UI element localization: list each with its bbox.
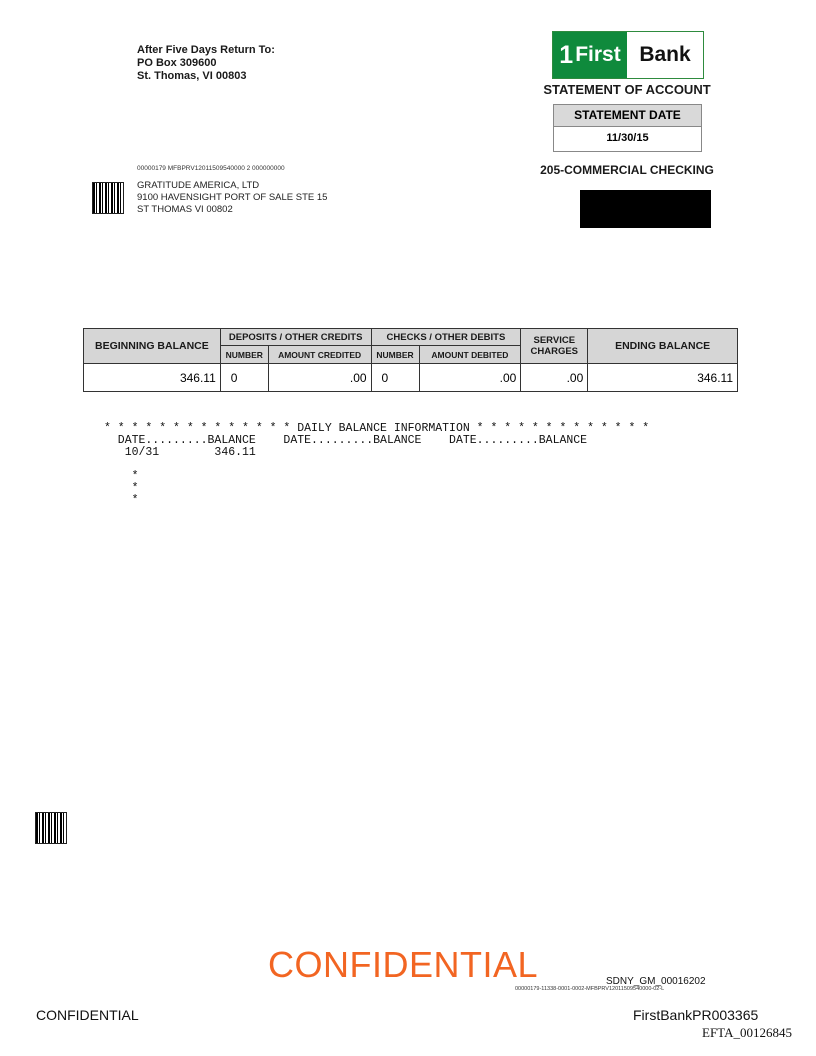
account-summary-table: [83, 328, 738, 392]
account-type: 205-COMMERCIAL CHECKING: [540, 163, 714, 177]
mailing-city: ST THOMAS VI 00802: [137, 204, 233, 215]
sdny-bates: SDNY_GM_00016202: [606, 976, 706, 987]
amount-credited-value: .00: [268, 364, 371, 392]
statement-date-label: STATEMENT DATE: [554, 105, 701, 127]
service-charges-header: SERVICE CHARGES: [521, 329, 588, 364]
mailing-name: GRATITUDE AMERICA, LTD: [137, 180, 260, 191]
amount-credited-header: AMOUNT CREDITED: [268, 346, 371, 364]
datamatrix-barcode-icon: [35, 812, 67, 844]
datamatrix-barcode-icon: [92, 182, 124, 214]
daily-balance-header: DATE.........BALANCE DATE.........BALANCE DATE.........BALANCE: [104, 434, 588, 447]
return-address-line3: St. Thomas, VI 00803: [137, 70, 247, 82]
firstbank-logo: [552, 31, 704, 79]
logo-bank: Bank: [639, 43, 691, 66]
deposits-number-header: NUMBER: [220, 346, 268, 364]
ending-balance-value: 346.11: [588, 364, 738, 392]
confidential-stamp: CONFIDENTIAL: [268, 944, 539, 985]
logo-bank-block: [627, 32, 703, 78]
table-row: [84, 364, 738, 392]
daily-balance-banner: * * * * * * * * * * * * * * DAILY BALANCE INFORMATION * * * * * * * * * * * * *: [104, 422, 650, 435]
logo-one: 1: [559, 40, 574, 69]
efta-number: EFTA_00126845: [702, 1025, 792, 1040]
daily-balance-section: [104, 423, 649, 507]
checks-number-value: 0: [371, 364, 419, 392]
sdny-sub-code: 00000179-11338-0001-0002-MFBPRV12011509540000-02-L: [515, 986, 665, 992]
checks-header: CHECKS / OTHER DEBITS: [371, 329, 521, 346]
logo-first-block: [553, 32, 627, 78]
statement-date-value: 11/30/15: [606, 132, 649, 144]
return-address: [137, 44, 275, 83]
deposits-number-value: 0: [220, 364, 268, 392]
return-address-line2: PO Box 309600: [137, 57, 217, 69]
confidential-label: CONFIDENTIAL: [36, 1007, 139, 1023]
beginning-balance-value: 346.11: [84, 364, 221, 392]
daily-balance-stars: * * *: [131, 470, 139, 507]
mailing-address: [137, 180, 327, 216]
statement-title: STATEMENT OF ACCOUNT: [543, 82, 711, 97]
beginning-balance-header: BEGINNING BALANCE: [84, 329, 221, 364]
mailing-street: 9100 HAVENSIGHT PORT OF SALE STE 15: [137, 192, 328, 203]
ending-balance-header: ENDING BALANCE: [588, 329, 738, 364]
daily-balance-row: 10/31 346.11: [104, 446, 256, 459]
amount-debited-value: .00: [419, 364, 521, 392]
amount-debited-header: AMOUNT DEBITED: [419, 346, 521, 364]
deposits-header: DEPOSITS / OTHER CREDITS: [220, 329, 371, 346]
statement-date-box: [553, 104, 702, 152]
service-charges-value: .00: [521, 364, 588, 392]
checks-number-header: NUMBER: [371, 346, 419, 364]
bates-number: FirstBankPR003365: [633, 1007, 759, 1023]
return-address-line1: After Five Days Return To:: [137, 44, 275, 56]
redacted-account-number: [580, 190, 711, 228]
logo-first: First: [575, 43, 621, 66]
mail-sort-code: 00000179 MFBPRV12011509540000 2 000000000: [137, 165, 285, 172]
